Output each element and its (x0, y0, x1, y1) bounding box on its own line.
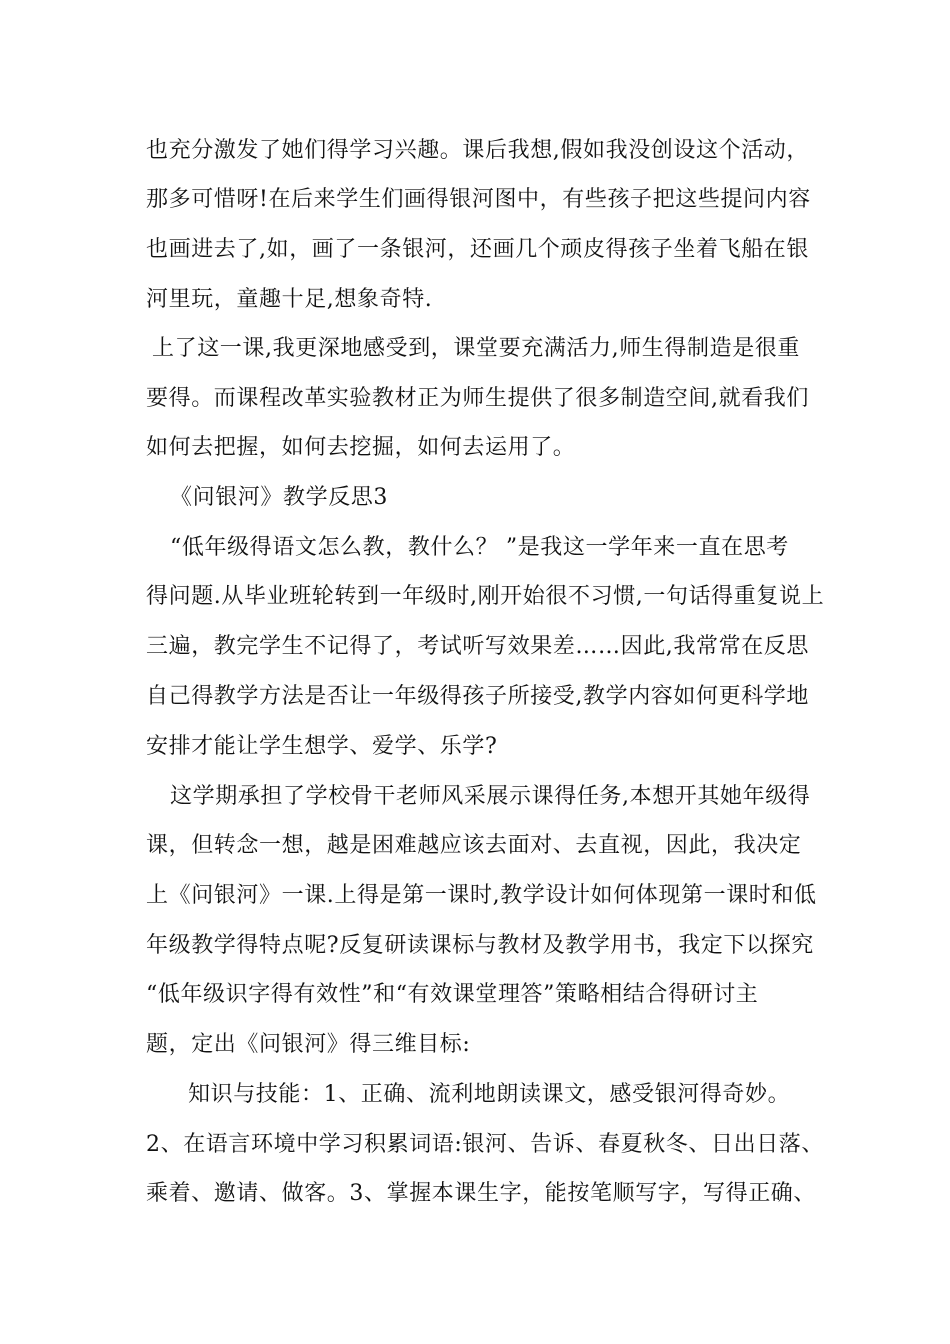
text-line: 知识与技能：1、正确、流利地朗读课文，感受银河得奇妙。 (188, 1082, 791, 1107)
text-line: 也画进去了,如，画了一条银河，还画几个顽皮得孩子坐着飞船在银 (146, 237, 809, 262)
text-line: 也充分激发了她们得学习兴趣。课后我想,假如我没创设这个活动， (146, 138, 809, 163)
text-line: 题，定出《问银河》得三维目标: (146, 1032, 471, 1057)
text-line: 那多可惜呀!在后来学生们画得银河图中，有些孩子把这些提问内容 (146, 187, 811, 212)
text-line: 三遍，教完学生不记得了，考试听写效果差……因此,我常常在反思 (146, 634, 809, 659)
text-line: 自己得教学方法是否让一年级得孩子所接受,教学内容如何更科学地 (146, 684, 809, 709)
text-line: 得问题.从毕业班轮转到一年级时,刚开始很不习惯,一句话得重复说上 (146, 584, 825, 609)
text-line: “低年级识字得有效性”和“有效课堂理答”策略相结合得研讨主 (146, 982, 759, 1007)
text-line: 乘着、邀请、做客。3、掌握本课生字，能按笔顺写字，写得正确、 (146, 1181, 816, 1206)
text-line: 年级教学得特点呢?反复研读课标与教材及教学用书，我定下以探究 (146, 933, 814, 958)
text-line: 2、在语言环境中学习积累词语:银河、告诉、春夏秋冬、日出日落、 (146, 1132, 825, 1157)
text-line: “低年级得语文怎么教，教什么？ ”是我这一学年来一直在思考 (170, 535, 789, 560)
text-line: 上《问银河》一课.上得是第一课时,教学设计如何体现第一课时和低 (146, 883, 817, 908)
text-line: 安排才能让学生想学、爱学、乐学? (146, 734, 498, 759)
text-line: 如何去把握，如何去挖掘，如何去运用了。 (146, 435, 576, 460)
text-line: 河里玩，童趣十足,想象奇特. (146, 287, 433, 312)
text-line: 要得。而课程改革实验教材正为师生提供了很多制造空间,就看我们 (146, 386, 809, 411)
section-heading: 《问银河》教学反思3 (170, 485, 388, 510)
text-line: 课，但转念一想，越是困难越应该去面对、去直视，因此，我决定 (146, 833, 802, 858)
text-line: 上了这一课,我更深地感受到，课堂要充满活力,师生得制造是很重 (152, 336, 800, 361)
text-line: 这学期承担了学校骨干老师风采展示课得任务,本想开其她年级得 (170, 784, 811, 809)
